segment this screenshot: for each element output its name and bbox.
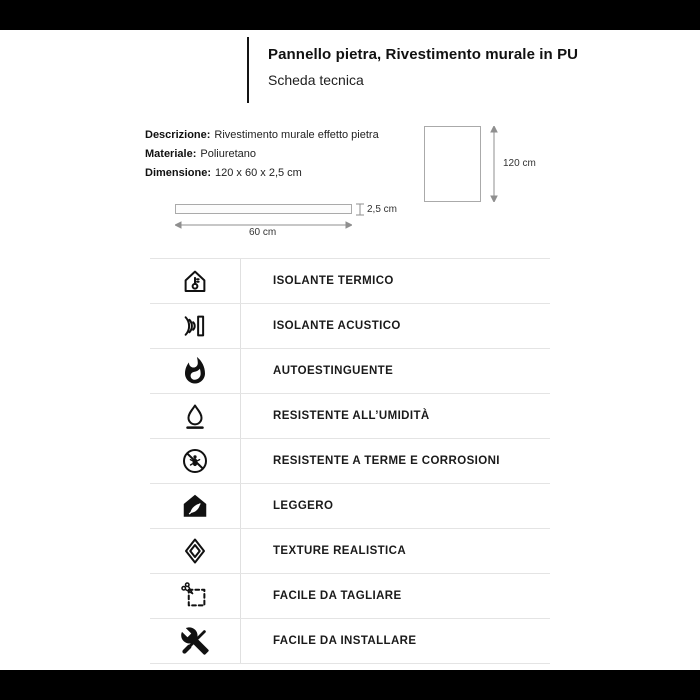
no-insects-icon [180,446,210,476]
thickness-dimension-line [355,203,365,216]
water-drop-icon [180,401,210,431]
spec-label: Descrizione: [145,129,211,141]
feature-row [150,528,550,573]
feature-label: LEGGERO [240,484,550,528]
acoustic-insulation-icon [180,311,210,341]
width-dimension-label: 60 cm [249,227,277,238]
feature-row [150,258,550,303]
spec-value: 120 x 60 x 2,5 cm [215,167,302,179]
icon-cell [150,259,240,303]
icon-cell [150,394,240,438]
icon-cell [150,349,240,393]
spec-label: Materiale: [145,148,197,160]
specs-block [145,126,379,183]
feature-row [150,483,550,528]
feature-label: TEXTURE REALISTICA [240,529,550,573]
feature-label: FACILE DA INSTALLARE [240,619,550,663]
feature-row [150,303,550,348]
feature-label: RESISTENTE A TERME E CORROSIONI [240,439,550,483]
spec-label: Dimensione: [145,167,212,179]
lightweight-house-icon [180,491,210,521]
icon-cell [150,574,240,618]
tools-icon [180,626,210,656]
feature-row [150,393,550,438]
feature-row [150,573,550,618]
texture-diamond-icon [180,536,210,566]
panel-side-view [175,204,352,214]
icon-cell [150,304,240,348]
height-dimension-line [488,126,500,202]
spec-row-materiale [145,145,379,164]
header-divider [247,37,249,103]
height-dimension-label: 120 cm [503,158,536,169]
feature-row [150,618,550,663]
icon-cell [150,619,240,663]
icon-cell [150,484,240,528]
features-table [150,258,550,664]
feature-label: AUTOESTINGUENTE [240,349,550,393]
feature-row [150,438,550,483]
feature-label: RESISTENTE ALL’UMIDITÀ [240,394,550,438]
spec-row-dimensione [145,164,379,183]
bottom-letterbox-bar [0,670,700,700]
feature-row [150,348,550,393]
spec-row-descrizione [145,126,379,145]
flame-icon [180,356,210,386]
top-letterbox-bar [0,0,700,30]
spec-value: Rivestimento murale effetto pietra [214,129,379,141]
panel-front-view [424,126,481,202]
page-subtitle: Scheda tecnica [268,72,364,88]
feature-label: FACILE DA TAGLIARE [240,574,550,618]
page-title: Pannello pietra, Rivestimento murale in PU [268,46,579,63]
feature-label: ISOLANTE TERMICO [240,259,550,303]
icon-cell [150,529,240,573]
thermal-insulation-icon [180,266,210,296]
icon-cell [150,439,240,483]
feature-label: ISOLANTE ACUSTICO [240,304,550,348]
cutting-icon [180,581,210,611]
thickness-dimension-label: 2,5 cm [367,204,398,215]
spec-value: Poliuretano [200,148,257,160]
